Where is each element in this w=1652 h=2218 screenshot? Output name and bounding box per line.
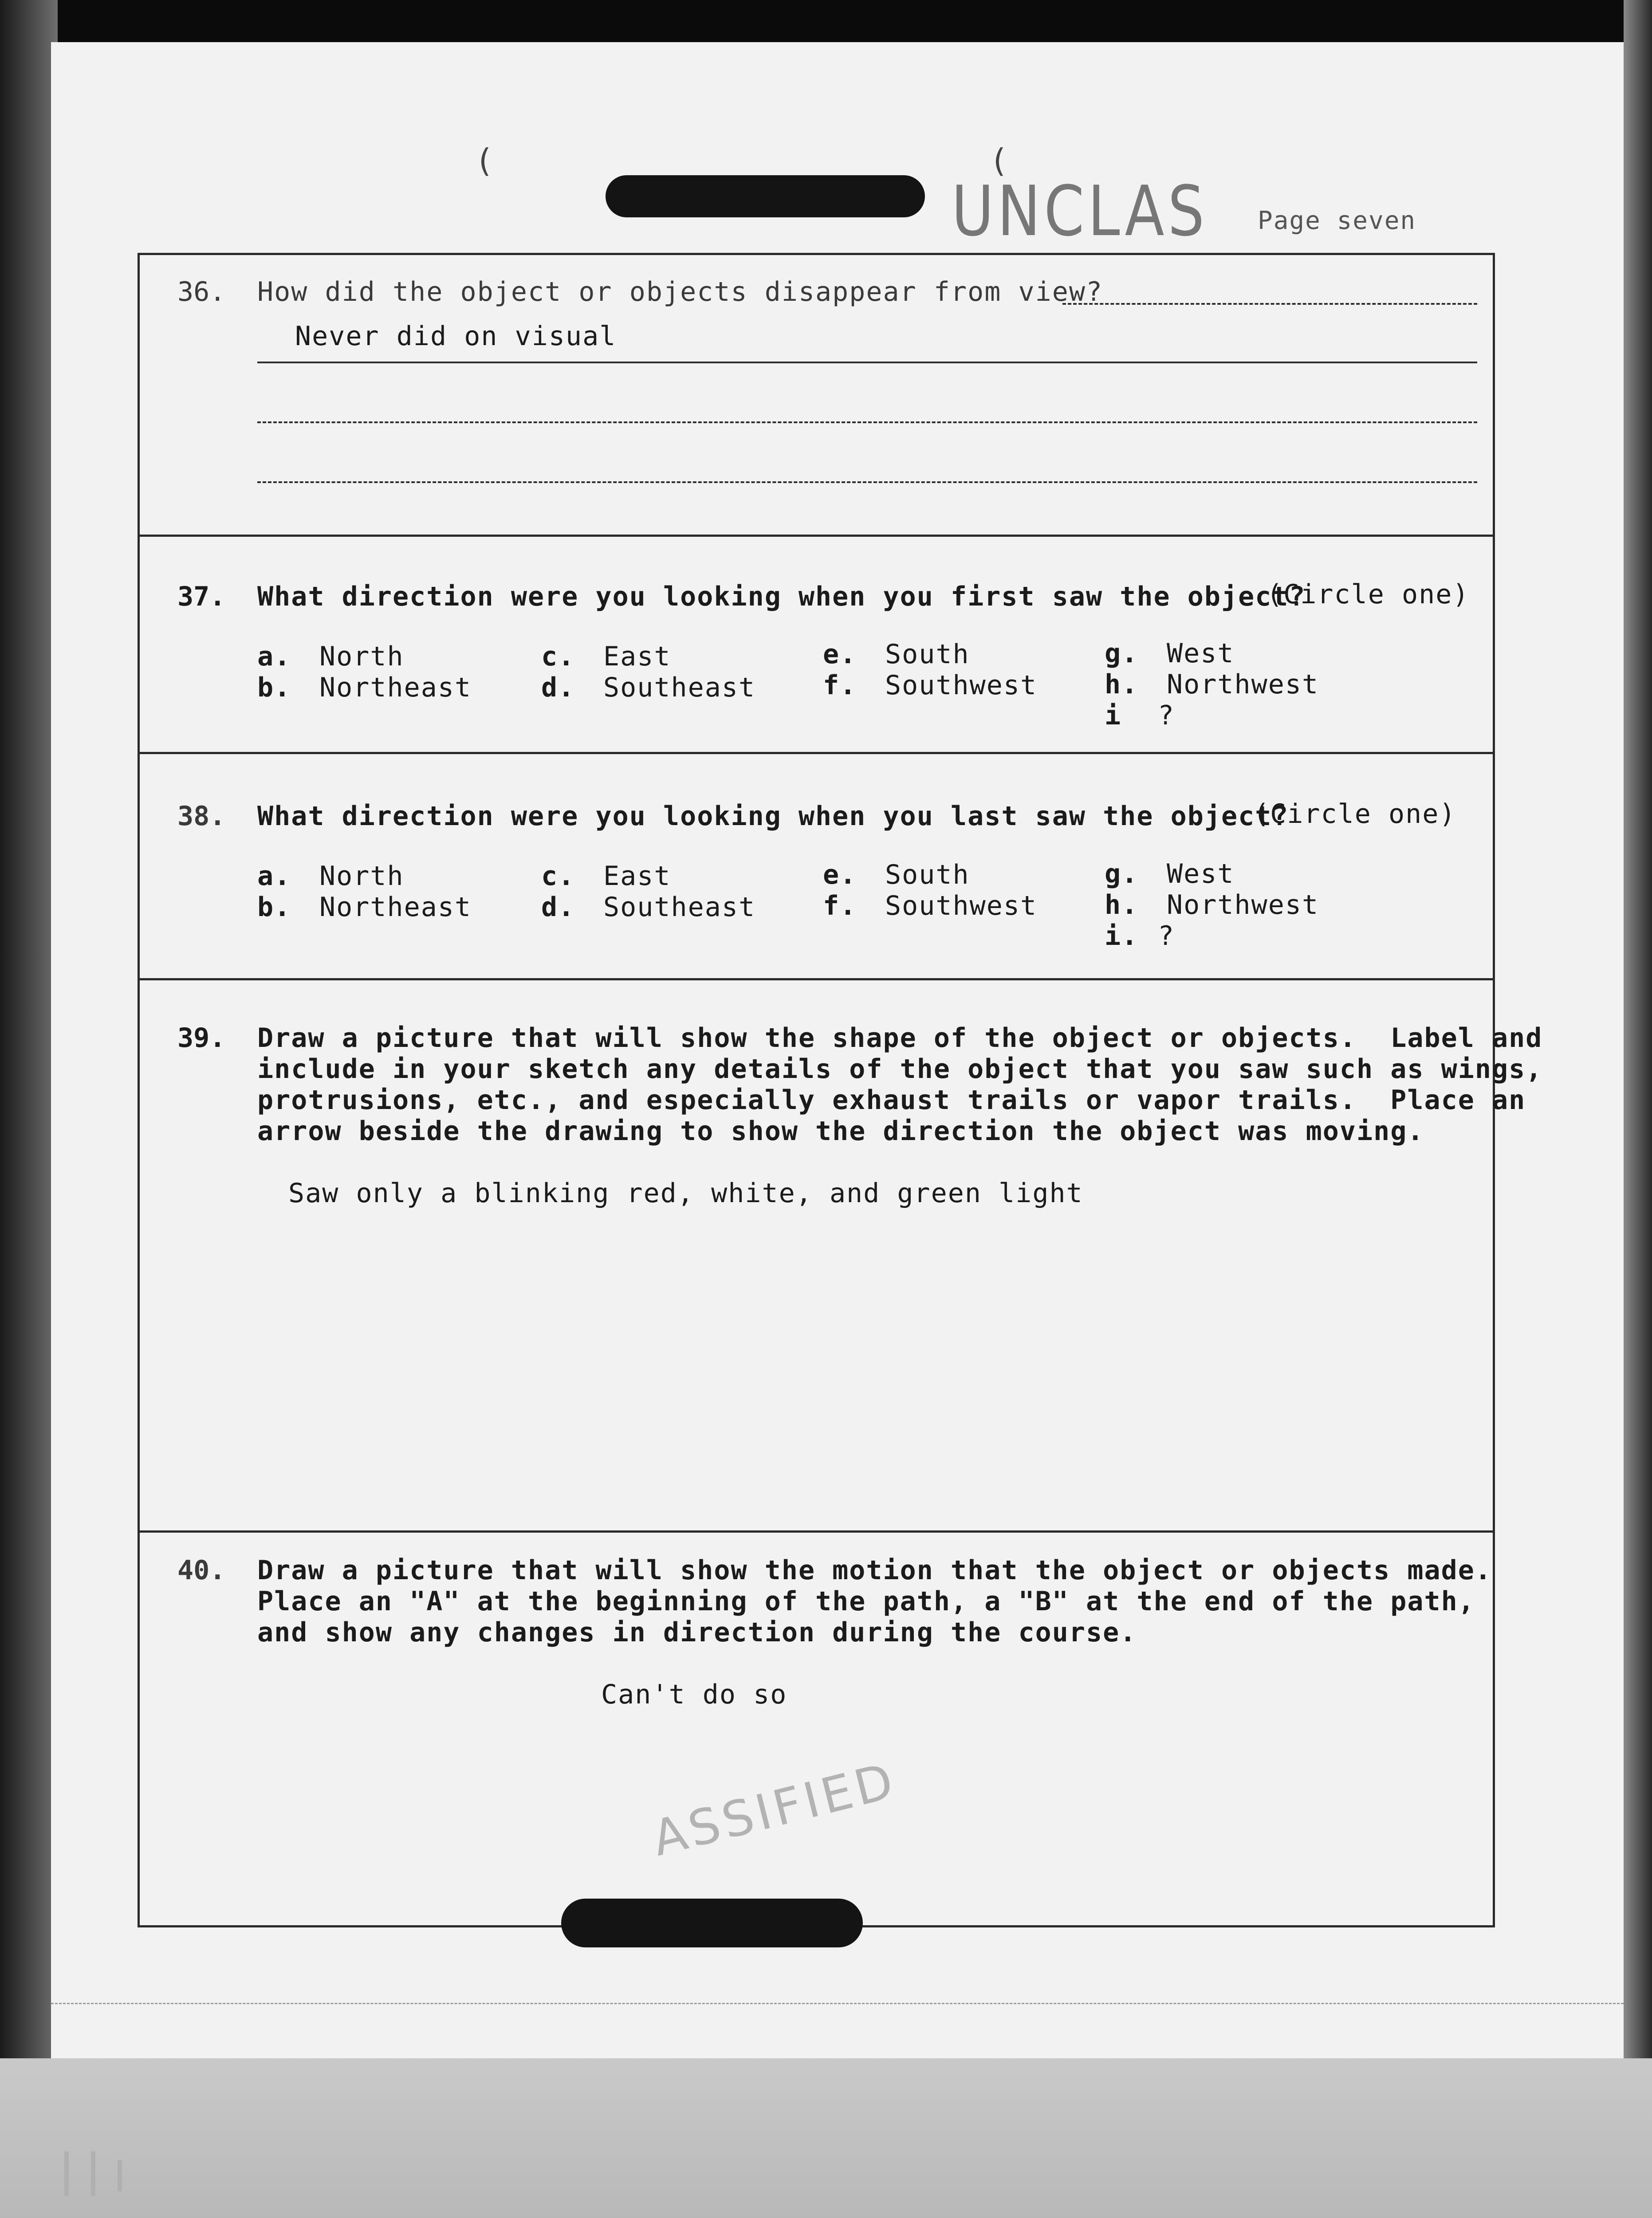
question-36-answer: Never did on visual <box>295 321 617 352</box>
bleed-through-handwriting <box>40 2125 217 2218</box>
question-38-section <box>140 754 1493 980</box>
question-36-answer-line-4 <box>257 481 1477 483</box>
question-40-answer: Can't do so <box>601 1679 787 1710</box>
scan-border-top <box>0 0 1652 49</box>
option-label: Southwest <box>885 670 1038 701</box>
option-letter: c. <box>541 641 575 672</box>
option-letter: a. <box>257 861 291 892</box>
question-39-number: 39. <box>177 1022 226 1054</box>
question-36-answer-line-2 <box>257 362 1477 363</box>
margin-paren-right: ( <box>989 142 1009 179</box>
option-letter: f. <box>823 670 857 701</box>
question-40-line-3: and show any changes in direction during the course. <box>257 1617 1137 1648</box>
questionnaire-form <box>138 253 1543 1927</box>
redaction-mark-bottom <box>561 1899 863 1947</box>
option-label: Northwest <box>1167 889 1319 920</box>
option-letter: h. <box>1105 669 1139 700</box>
question-40-number: 40. <box>177 1555 226 1586</box>
option-letter: d. <box>541 672 575 703</box>
option-label: North <box>319 641 404 672</box>
option-label: North <box>319 861 404 892</box>
question-36-answer-line-3 <box>257 421 1477 423</box>
question-38-number: 38. <box>177 801 226 832</box>
question-36-answer-line-1 <box>1062 303 1477 305</box>
option-letter: b. <box>257 672 291 703</box>
question-36-section <box>140 255 1493 537</box>
scan-background-bottom <box>0 2058 1652 2218</box>
question-36-text: How did the object or objects disappear from view? <box>257 276 1103 307</box>
option-letter: h. <box>1105 889 1139 920</box>
option-letter: e. <box>823 859 857 890</box>
question-39-answer: Saw only a blinking red, white, and green light <box>288 1178 1083 1209</box>
option-label: ? <box>1158 700 1175 731</box>
question-39-line-3: protrusions, etc., and especially exhaust trails or vapor trails. Place an <box>257 1085 1526 1116</box>
option-label: East <box>603 641 671 672</box>
option-label: Northwest <box>1167 669 1319 700</box>
option-label: West <box>1167 638 1235 669</box>
option-label: Northeast <box>319 672 472 703</box>
question-40-line-2: Place an "A" at the beginning of the path, a "B" at the end of the path, <box>257 1586 1475 1617</box>
option-label: South <box>885 859 970 890</box>
question-39-line-2: include in your sketch any details of the object that you saw such as wings, <box>257 1054 1543 1085</box>
unclassified-stamp-top: UNCLAS <box>952 170 1208 252</box>
option-label: West <box>1167 858 1235 889</box>
question-38-text: What direction were you looking when you last saw the object? <box>257 801 1289 832</box>
redaction-mark-top <box>606 175 925 217</box>
question-37-section <box>140 537 1493 754</box>
question-40-line-1: Draw a picture that will show the motion that the object or objects made. <box>257 1555 1492 1586</box>
option-label: Northeast <box>319 892 472 923</box>
page-bottom-edge-line <box>51 2003 1624 2004</box>
option-letter: d. <box>541 892 575 923</box>
option-label: Southeast <box>603 892 756 923</box>
option-letter: a. <box>257 641 291 672</box>
question-37-text: What direction were you looking when you first saw the object? <box>257 581 1306 612</box>
question-37-number: 37. <box>177 581 226 612</box>
option-label: ? <box>1158 920 1175 952</box>
question-40-section <box>140 1533 1493 1930</box>
question-39-line-1: Draw a picture that will show the shape of the object or objects. Label and <box>257 1022 1543 1054</box>
question-36-number: 36. <box>177 276 226 307</box>
document-page <box>51 42 1624 2058</box>
option-letter: i. <box>1105 920 1139 952</box>
option-letter: f. <box>823 890 857 921</box>
scan-border-right <box>1624 0 1652 2218</box>
question-39-line-4: arrow beside the drawing to show the direction the object was moving. <box>257 1116 1424 1147</box>
question-39-section <box>140 980 1543 1533</box>
option-label: Southwest <box>885 890 1038 921</box>
question-37-instruction: (Circle one) <box>1267 579 1470 610</box>
option-letter: g. <box>1105 858 1139 889</box>
option-letter: c. <box>541 861 575 892</box>
option-letter: b. <box>257 892 291 923</box>
option-letter: g. <box>1105 638 1139 669</box>
page-number-label: Page seven <box>1258 206 1416 235</box>
question-38-instruction: (Circle one) <box>1253 798 1456 830</box>
option-letter: i <box>1105 700 1122 731</box>
margin-paren-left: ( <box>475 142 494 179</box>
option-label: Southeast <box>603 672 756 703</box>
option-label: South <box>885 639 970 670</box>
option-letter: e. <box>823 639 857 670</box>
unclassified-stamp-ghost: ASSIFIED <box>646 1752 902 1867</box>
scan-border-left <box>0 0 58 2063</box>
option-label: East <box>603 861 671 892</box>
